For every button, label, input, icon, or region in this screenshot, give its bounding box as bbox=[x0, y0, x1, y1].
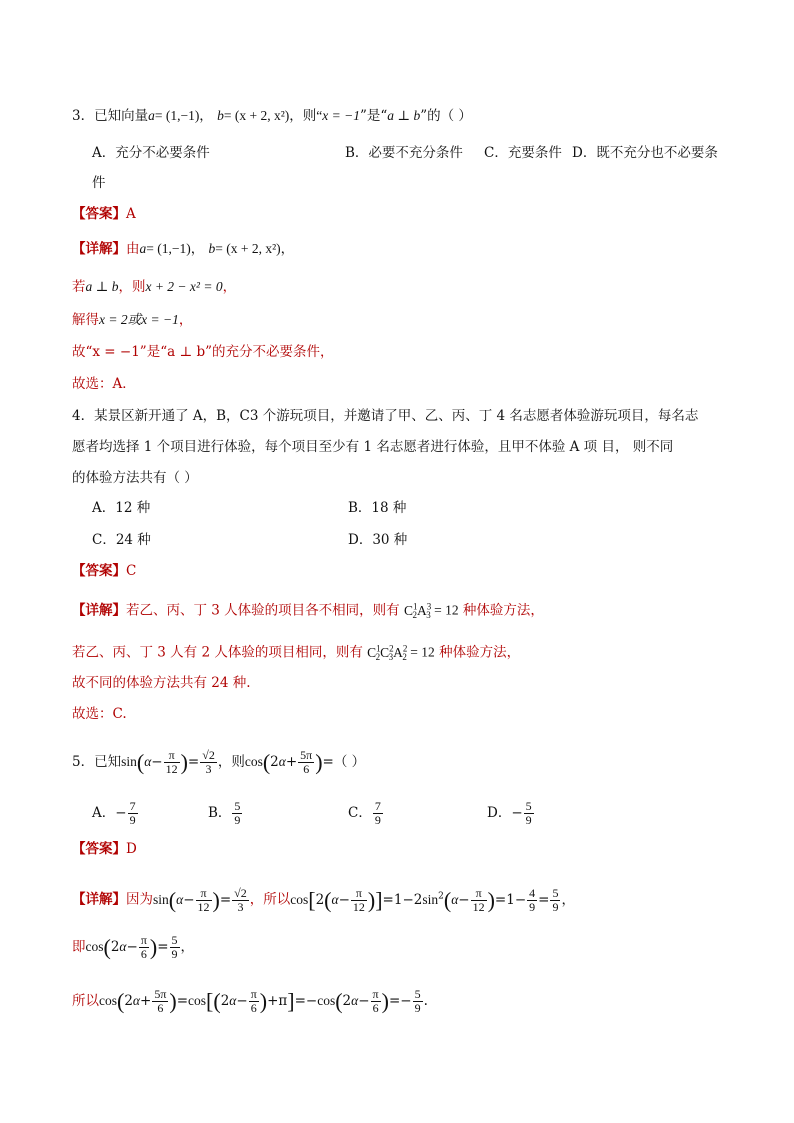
q3-d2-pre: 若 bbox=[72, 279, 86, 295]
q5-detail-2: 即cos(2α− $\frac{\pi}{6}$ )= $\frac{5}{9}$ ， bbox=[72, 933, 195, 961]
q3-answer bbox=[72, 204, 136, 224]
q4-option-d: D．30 种 bbox=[348, 532, 408, 548]
detail-label: 【详解】 bbox=[72, 891, 126, 908]
q4-d2-post: 种体验方法， bbox=[439, 644, 521, 661]
q3-d3-eq: x = 2或x = −1 bbox=[99, 312, 179, 327]
detail-label: 【详解】 bbox=[72, 241, 126, 257]
q3-option-c: C．充要条件 bbox=[484, 145, 562, 161]
answer-label: 【答案】 bbox=[72, 206, 126, 222]
q3-stem-text: 3．已知向量 bbox=[72, 108, 149, 124]
q3-detail-1: 【详解】由a= (1,−1)， b= (x + 2, x²)， bbox=[72, 241, 295, 257]
q5-option-c: C． $\frac{7}{9}$ bbox=[348, 799, 381, 827]
q3-d3-pre: 解得 bbox=[72, 312, 99, 328]
q5-detail-1: 【详解】因为sin(α− $\frac{\pi}{12}$ )= $\frac{√2}{3}$ ，所以cos[2(α− $\frac{\pi}{12}$ )]$=1-2\sin^2(\alpha-$ $\frac{\pi}{12}$ )=1− $\frac{4}{9}$ = $\frac{5}{9}$ ， bbox=[72, 885, 575, 914]
q5-stem-mid: ，则 bbox=[217, 754, 245, 770]
q4-option-a: A．12 种 bbox=[92, 500, 151, 516]
q4-detail-1: 【详解】若乙、丙、丁 3 人体验的项目各不相同，则有 $C^1_2A^3_3 = 12$ 种体验方法， bbox=[72, 601, 544, 621]
q4-d2-eq: = 12 bbox=[410, 644, 435, 660]
q3-detail-4: 故“x = −1”是“a ⊥ b”的充分不必要条件， bbox=[72, 344, 334, 360]
q3-perp: a ⊥ b bbox=[387, 108, 421, 123]
q3-vector-b: = (x + 2, x²)，则“ bbox=[223, 108, 323, 123]
q5-d2-pre: 即 bbox=[72, 939, 86, 955]
q4-d2-pre: 若乙、丙、丁 3 人有 2 人体验的项目相同，则有 bbox=[72, 644, 363, 661]
q4-answer bbox=[72, 561, 136, 581]
q5-opt-a-label: A． bbox=[92, 805, 116, 821]
q5-answer bbox=[72, 839, 137, 859]
q3-option-d: D．既不充分也不必要条 bbox=[572, 145, 718, 161]
q5-option-d: D．− $\frac{5}{9}$ bbox=[487, 799, 532, 827]
answer-label: 【答案】 bbox=[72, 563, 126, 579]
q3-option-a: A．充分不必要条件 bbox=[92, 145, 210, 161]
q3-d2-mid: ，则 bbox=[118, 279, 146, 295]
q5-opt-c-label: C． bbox=[348, 805, 372, 821]
answer-label: 【答案】 bbox=[72, 841, 126, 857]
q5-stem-post: =（ ） bbox=[322, 754, 366, 770]
q3-stem: 3．已知向量a= (1,−1)， b= (x + 2, x²)，则“x = −1”是“a ⊥ b”的（ ） bbox=[72, 108, 472, 124]
q4-option-b: B．18 种 bbox=[348, 500, 407, 516]
q3-detail-a: = (1,−1)， bbox=[146, 241, 205, 256]
q3-stem-text-3: ”的（ ） bbox=[420, 108, 472, 124]
answer-value: A bbox=[126, 206, 136, 222]
q3-option-b: B．必要不充分条件 bbox=[345, 145, 463, 161]
q5-opt-d-label: D． bbox=[487, 805, 512, 821]
answer-value: C bbox=[126, 563, 137, 579]
q5-option-b: B． $\frac{5}{9}$ bbox=[208, 799, 241, 827]
q5-opt-b-label: B． bbox=[208, 805, 232, 821]
detail-label: 【详解】 bbox=[72, 602, 126, 619]
q3-detail-b: = (x + 2, x²)， bbox=[215, 241, 295, 256]
q4-option-c: C．24 种 bbox=[92, 532, 151, 548]
q4-stem-3: 的体验方法共有（ ） bbox=[72, 470, 198, 486]
q4-detail-3: 故不同的体验方法共有 24 种. bbox=[72, 675, 251, 691]
q5-d1-mid: ，所以 bbox=[249, 891, 291, 908]
q3-vector-a: = (1,−1)， bbox=[154, 108, 213, 123]
q5-d1-pre: 因为 bbox=[126, 891, 153, 908]
q4-stem-1: 4．某景区新开通了 A，B，C3 个游玩项目，并邀请了甲、乙、丙、丁 4 名志愿者体验游玩项目，每名志 bbox=[72, 408, 699, 424]
q4-stem-2: 愿者均选择 1 个项目进行体验，每个项目至少有 1 名志愿者进行体验，且甲不体验 A 项 目， 则不同 bbox=[72, 439, 674, 455]
q3-option-d-cont: 件 bbox=[92, 175, 106, 191]
answer-value: D bbox=[126, 841, 137, 857]
q3-detail-3 bbox=[72, 310, 192, 330]
q4-d1-pre: 若乙、丙、丁 3 人体验的项目各不相同，则有 bbox=[126, 602, 400, 619]
q4-d1-eq: = 12 bbox=[434, 602, 459, 618]
q4-detail-4: 故选：C. bbox=[72, 706, 127, 722]
q5-stem: 5．已知sin(α− $\frac{\pi}{12}$ )= $\frac{√2}{3}$ ，则cos(2α+ $\frac{5\pi}{6}$ )=（ ） bbox=[72, 748, 366, 776]
q5-stem-pre: 5．已知 bbox=[72, 754, 122, 770]
q3-d3-end: ， bbox=[178, 312, 193, 328]
q3-detail-5: 故选：A． bbox=[72, 376, 136, 392]
q5-detail-3: 所以cos(2α+ $\frac{5\pi}{6}$ )=cos[(2α− $\frac{\pi}{6}$ )+π]=−cos(2α− $\frac{\pi}{6}$ )=− $\frac{5}{9}$ . bbox=[72, 987, 428, 1015]
q4-detail-2: 若乙、丙、丁 3 人有 2 人体验的项目相同，则有 $C^1_2C^2_3A^2_2 = 12$ 种体验方法， bbox=[72, 643, 521, 663]
q3-d2-eq: x + 2 − x² = 0 bbox=[145, 279, 223, 294]
q3-detail-2: 若a ⊥ b，则x + 2 − x² = 0， bbox=[72, 279, 237, 295]
q4-d1-post: 种体验方法， bbox=[462, 602, 544, 619]
q3-condition: x = −1 bbox=[322, 108, 360, 123]
q5-d3-pre: 所以 bbox=[72, 993, 99, 1009]
q3-stem-text-2: ”是“ bbox=[359, 108, 388, 124]
q3-detail-text: 由 bbox=[126, 241, 140, 257]
q3-d2-end: ， bbox=[222, 279, 237, 295]
q5-option-a: A．− $\frac{7}{9}$ bbox=[92, 799, 136, 827]
